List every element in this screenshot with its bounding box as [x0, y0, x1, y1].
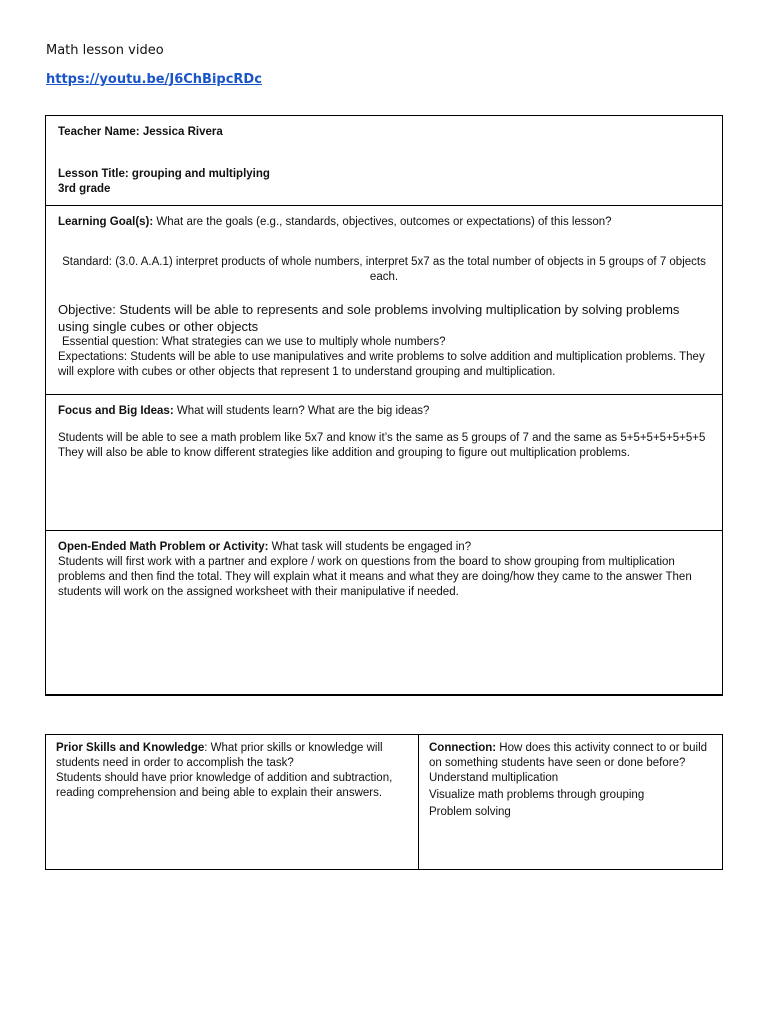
video-link[interactable]: https://youtu.be/J6ChBipcRDc [46, 72, 262, 87]
connection-heading [429, 741, 712, 771]
lesson-plan-table [45, 115, 723, 696]
task-heading [58, 540, 710, 555]
connection-prompt: How does this activity connect to or build on something students have seen or done before? [429, 742, 708, 769]
expectations-text: Expectations: Students will be able to use manipulatives and write problems to solve addition and multiplication problems. They will explore with cubes or other objects that represent 1 to understand grouping and multiplication. [58, 351, 705, 378]
teacher-name-value: Jessica Rivera [142, 126, 223, 138]
teacher-name-line [58, 125, 710, 140]
focus-prompt: What will students learn? What are the big ideas? [176, 405, 430, 417]
objective-text: Objective: Students will be able to represents and sole problems involving multiplication by solving problems using single cubes or other objects [58, 302, 680, 334]
learning-goals-section [46, 206, 722, 395]
learning-goals-prompt: What are the goals (e.g., standards, objectives, outcomes or expectations) of this lesson? [156, 216, 612, 228]
teacher-name-label: Teacher Name: [58, 126, 140, 138]
task-label: Open-Ended Math Problem or Activity: [58, 541, 269, 553]
prior-skills-cell [46, 735, 419, 869]
open-ended-task-section [46, 531, 722, 695]
document-heading: Math lesson video [46, 43, 164, 58]
connection-item: Problem solving [429, 806, 511, 818]
task-body: Students will first work with a partner and explore / work on questions from the board to show grouping from multiplication problems and then find the total. They will explain what it means and what they are doing/how they came to the answer Then students will work on the assigned worksheet with their manipulative if needed. [58, 556, 692, 598]
task-prompt: What task will students be engaged in? [271, 541, 472, 553]
connection-item: Visualize math problems through grouping [429, 789, 645, 801]
standard-text: Standard: (3.0. A.A.1) interpret products of whole numbers, interpret 5x7 as the total number of objects in 5 groups of 7 objects each. [62, 256, 706, 283]
focus-body: Students will be able to see a math problem like 5x7 and know it’s the same as 5 groups of 7 and the same as 5+5+5+5+5+5+5 They will also be able to know different strategies like addition and grouping to figure out multiplication problems. [58, 432, 706, 459]
focus-label: Focus and Big Ideas: [58, 405, 174, 417]
learning-goals-heading [58, 215, 710, 230]
lesson-title-line [58, 167, 710, 182]
prior-skills-label: Prior Skills and Knowledge [56, 742, 205, 754]
learning-goals-label: Learning Goal(s): [58, 216, 154, 228]
focus-heading [58, 404, 710, 419]
lesson-title-label: Lesson Title: [58, 168, 129, 180]
teacher-section [46, 116, 722, 206]
prior-skills-heading [56, 741, 408, 771]
connection-cell [419, 735, 722, 869]
lesson-title-value: grouping and multiplying [131, 168, 270, 180]
focus-big-ideas-section [46, 395, 722, 531]
grade-level: 3rd grade [58, 183, 111, 195]
prior-skills-body: Students should have prior knowledge of addition and subtraction, reading comprehension and being able to explain their answers. [56, 772, 393, 799]
connection-item: Understand multiplication [429, 772, 559, 784]
skills-connection-table [45, 734, 723, 870]
essential-question-text: Essential question: What strategies can we use to multiply whole numbers? [62, 336, 446, 348]
connection-label: Connection: [429, 742, 497, 754]
prior-skills-prompt: : What prior skills or knowledge will students need in order to accomplish the task? [56, 742, 383, 769]
